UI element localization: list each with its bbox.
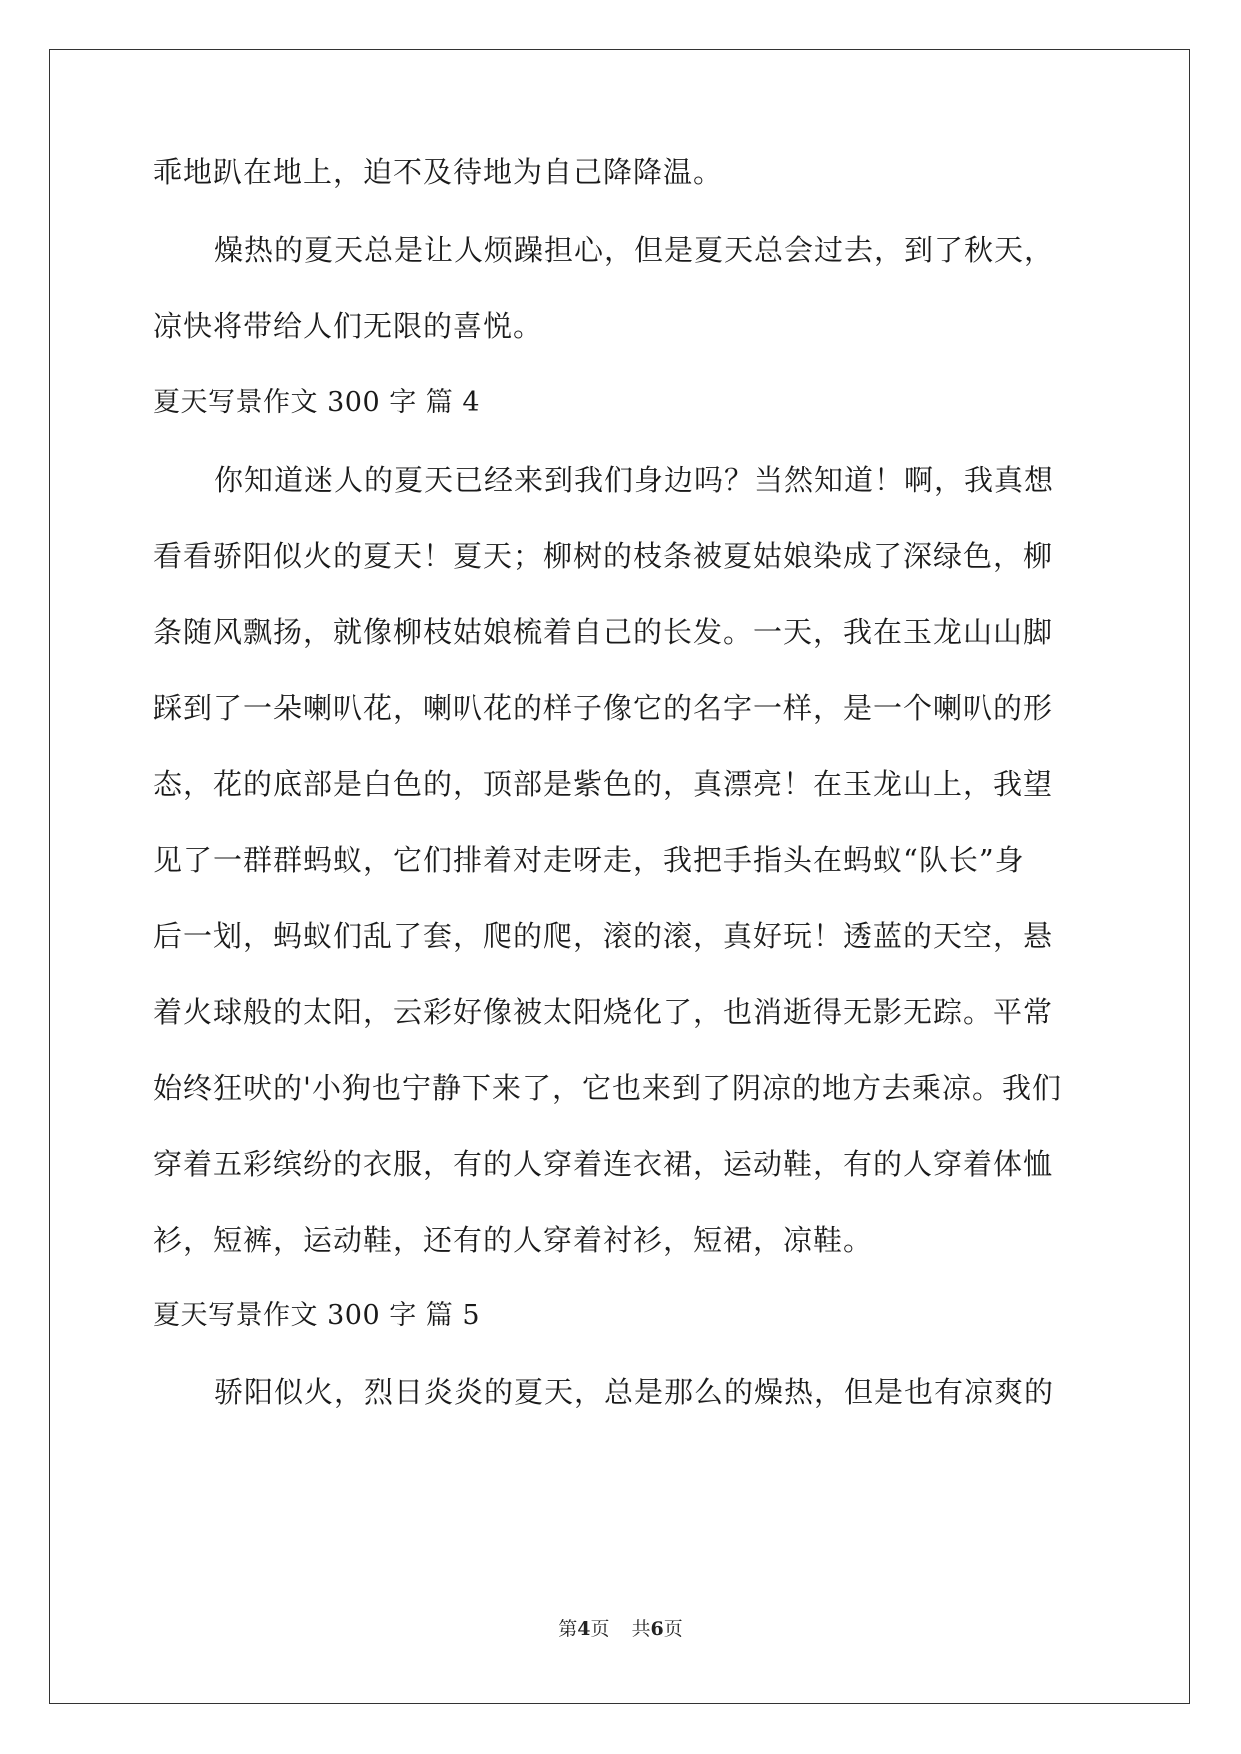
- paragraph-line: 踩到了一朵喇叭花，喇叭花的样子像它的名字一样，是一个喇叭的形: [153, 691, 1054, 725]
- paragraph-line: 衫，短裤，运动鞋，还有的人穿着衬衫，短裙，凉鞋。: [153, 1223, 874, 1257]
- paragraph-line: 着火球般的太阳，云彩好像被太阳烧化了，也消逝得无影无踪。平常: [153, 995, 1054, 1029]
- paragraph-line: 条随风飘扬，就像柳枝姑娘梳着自己的长发。一天，我在玉龙山山脚: [153, 615, 1054, 649]
- paragraph-line: 燥热的夏天总是让人烦躁担心，但是夏天总会过去，到了秋天，: [214, 233, 1055, 267]
- paragraph-line: 后一划，蚂蚁们乱了套，爬的爬，滚的滚，真好玩！透蓝的天空，悬: [153, 919, 1054, 953]
- section-heading: 夏天写景作文 300 字 篇 5: [153, 1300, 481, 1331]
- paragraph-line: 见了一群群蚂蚁，它们排着对走呀走，我把手指头在蚂蚁“队长”身: [153, 843, 1025, 877]
- total-unit: 页: [663, 1618, 683, 1640]
- paragraph-line: 穿着五彩缤纷的衣服，有的人穿着连衣裙，运动鞋，有的人穿着体恤: [153, 1147, 1054, 1181]
- page-unit: 页: [590, 1618, 610, 1640]
- page-footer: [0, 1617, 1241, 1641]
- paragraph-line: 乖地趴在地上，迫不及待地为自己降降温。: [153, 155, 724, 189]
- section-heading: 夏天写景作文 300 字 篇 4: [153, 387, 481, 418]
- paragraph-line: 你知道迷人的夏天已经来到我们身边吗？当然知道！啊，我真想: [214, 463, 1055, 497]
- paragraph-line: 看看骄阳似火的夏天！夏天；柳树的枝条被夏姑娘染成了深绿色，柳: [153, 539, 1054, 573]
- page-prefix: 第: [558, 1618, 578, 1640]
- paragraph-line: 态，花的底部是白色的，顶部是紫色的，真漂亮！在玉龙山上，我望: [153, 767, 1054, 801]
- page-current: 4: [577, 1618, 591, 1640]
- paragraph-line: 始终狂吠的'小狗也宁静下来了，它也来到了阴凉的地方去乘凉。我们: [153, 1071, 1062, 1105]
- paragraph-line: 骄阳似火，烈日炎炎的夏天，总是那么的燥热，但是也有凉爽的: [214, 1375, 1055, 1409]
- page-total: 6: [650, 1618, 664, 1640]
- paragraph-line: 凉快将带给人们无限的喜悦。: [153, 309, 544, 343]
- total-prefix: 共: [631, 1618, 651, 1640]
